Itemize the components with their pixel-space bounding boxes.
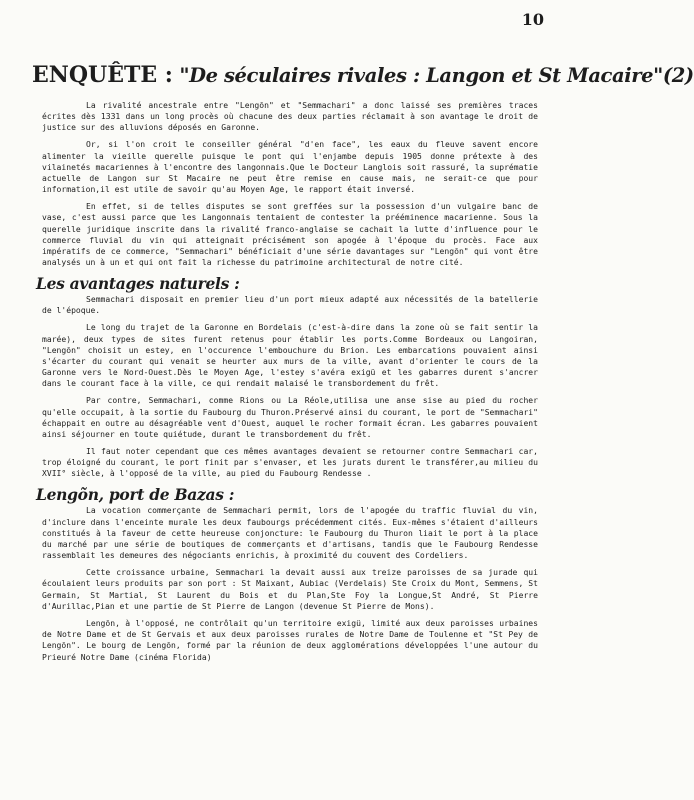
paragraph: Par contre, Semmachari, comme Rions ou La Réole,utilisa une anse sise au pied du rocher qu'elle occupait, à la sortie du Faubourg du Thuron.Préservé ainsi du courant, le port de "Semmachari" échappait en outre au désagréable vent d'Ouest, auquel le rocher formait écran. Les gabarres pouvaient ainsi séjourner en toute quiétude, durant le transbordement du frêt. bbox=[42, 396, 538, 440]
paragraph: En effet, si de telles disputes se sont greffées sur la possession d'un vulgaire banc de vase, c'est aussi parce que les Langonnais tentaient de contester la prééminence macarienne. Sous la querelle juridique inscrite dans la rivalité franco-anglaise se cachait la lutte d'influence pour le commerce fluvial du vin qui atteignait précisément son apogée à l'époque du procès. Face aux impératifs de ce commerce, "Semmachari" bénéficiait d'une série davantages sur "Lengõn" qui vont être analysés un à un et qui ont fait la richesse du patrimoine architectural de notre cité. bbox=[42, 202, 538, 268]
article-title-lead: ENQUÊTE : bbox=[32, 62, 173, 88]
paragraph: Lengõn, à l'opposé, ne contrôlait qu'un territoire exigü, limité aux deux paroisses urbaines de Notre Dame et de St Gervais et aux deux paroisses rurales de Notre Dame de Toulenne et "St Pey de Lengõn". Le bourg de Lengõn, formé par la réunion de deux agglomérations développées l'une autour du Prieuré Notre Dame (cinéma Florida) bbox=[42, 618, 538, 662]
article-title-rest: "De séculaires rivales : Langon et St Macaire"(2) bbox=[179, 64, 694, 87]
section-heading: Lengõn, port de Bazas : bbox=[36, 485, 235, 505]
margin-stamp bbox=[10, 330, 28, 650]
section-heading: Les avantages naturels : bbox=[36, 274, 240, 294]
paragraph: Cette croissance urbaine, Semmachari la devait aussi aux treize paroisses de sa jurade qui écoulaient leurs produits par son port : St Maixant, Aubiac (Verdelais) Ste Croix du Mont, Semmens, St Germain, St Martial, St Laurent du Bois et du Plan,Ste Foy la Longue,St André, St Pierre d'Aurillac,Pian et une partie de St Pierre de Langon (devenue St Pierre de Mons). bbox=[42, 568, 538, 611]
article-title bbox=[32, 62, 694, 88]
paragraph: La vocation commerçante de Semmachari permit, lors de l'apogée du traffic fluvial du vin, d'inclure dans l'enceinte murale les deux faubourgs précédemment cités. Eux-mêmes s'étaient d'ailleurs constitués à la faveur de cette heureuse conjoncture: le Faubourg du Thuron liait le port à la place du marché par une série de boutiques de commerçants et d'artisans, tandis que le Faubourg Rendesse rassemblait les demeures des négociants enrichis, à proximité du couvent des Cordeliers. bbox=[42, 506, 538, 561]
paragraph: La rivalité ancestrale entre "Lengõn" et "Semmachari" a donc laissé ses premières traces écrites dès 1331 dans un long procès où chacune des deux parties réclamait à son avantage le droit de justice sur des alluvions déposés en Garonne. bbox=[42, 101, 538, 133]
page-number: 10 bbox=[521, 10, 544, 29]
paragraph: Or, si l'on croit le conseiller général "d'en face", les eaux du fleuve savent encore alimenter la vieille querelle puisque le pont qui l'enjambe depuis 1905 donne prétexte à des vilainetés macariennes à l'encontre des langonnais.Que le Docteur Langlois soit rassuré, la suprématie actuelle de Langon sur St Macaire ne peut être remise en cause mais, ne serait-ce que pour information,il est utile de savoir qu'au Moyen Age, le rapport était inversé. bbox=[42, 140, 538, 195]
paragraph: Il faut noter cependant que ces mêmes avantages devaient se retourner contre Semmachari car, trop éloigné du courant, le port finit par s'envaser, et les jurats durent le transférer,au milieu du XVII° siècle, à l'opposé de la ville, au pied du Faubourg Rendesse . bbox=[42, 447, 538, 479]
paragraph: Le long du trajet de la Garonne en Bordelais (c'est-à-dire dans la zone où se fait sentir la marée), deux types de sites furent retenus pour établir les ports.Comme Bordeaux ou Langoiran, "Lengõn" choisit un estey, en l'occurence l'embouchure du Brion. Les embarcations pouvaient ainsi s'écarter du courant qui venait se heurter aux murs de la ville, avant d'orienter le cours de la Garonne vers le Nord-Ouest.Dès le Moyen Age, l'estey s'avéra exigü et les gabarres durent s'ancrer dans le courant face à la ville, ce qui rendait malaisé le transbordement du frêt. bbox=[42, 323, 538, 389]
article-body bbox=[36, 100, 538, 669]
paragraph: Semmachari disposait en premier lieu d'un port mieux adapté aux nécessités de la batellerie de l'époque. bbox=[42, 295, 538, 316]
